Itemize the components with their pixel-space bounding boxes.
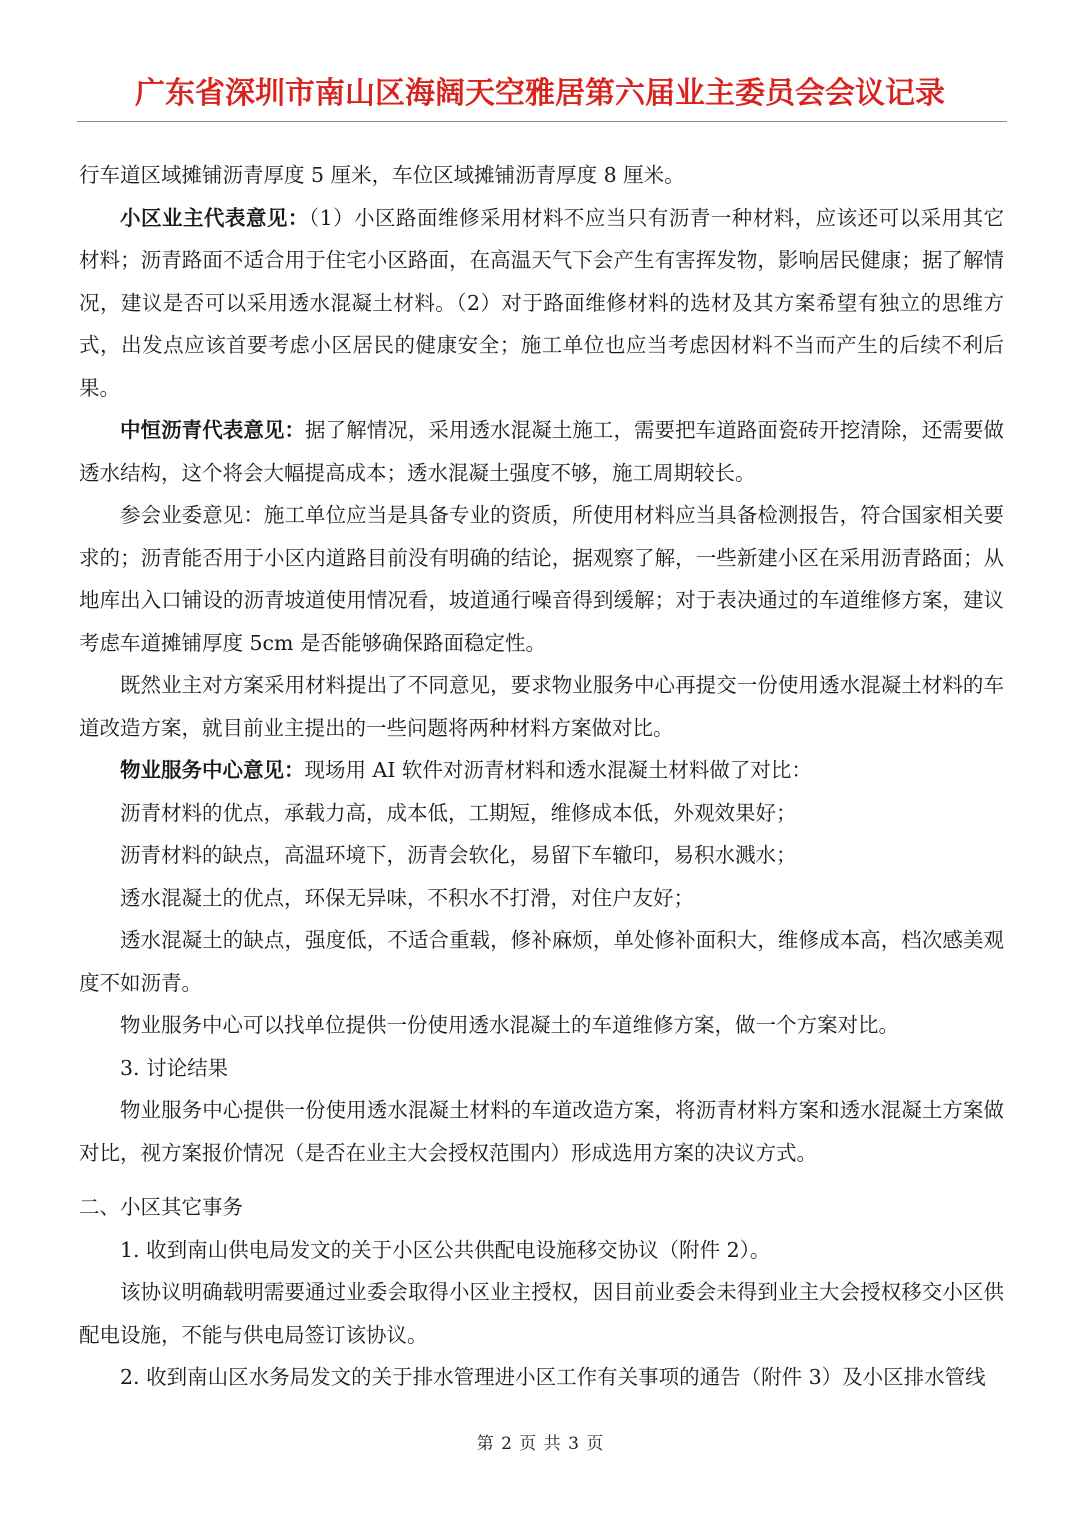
paragraph (79, 749, 1004, 792)
paragraph: 既然业主对方案采用材料提出了不同意见，要求物业服务中心再提交一份使用透水混凝土材料的车道改造方案，就目前业主提出的一些问题将两种材料方案做对比。 (79, 673, 1004, 740)
list-item: 透水混凝土的优点，环保无异味，不积水不打滑，对住户友好； (120, 885, 694, 910)
owner-rep-text: （1）小区路面维修采用材料不应当只有沥青一种材料，应该还可以采用其它材料；沥青路面不适合用于住宅小区路面，在高温天气下会产生有害挥发物，影响居民健康；据了解情况，建议是否可以采用透水混凝土材料。（2）对于路面维修材料的选材及其方案希望有独立的思维方式，出发点应该首要考虑小区居民的健康安全；施工单位也应当考虑因材料不当而产生的后续不利后果。 (79, 205, 1005, 400)
paragraph: 该协议明确载明需要通过业委会取得小区业主授权，因目前业委会未得到业主大会授权移交小区供配电设施，不能与供电局签订该协议。 (79, 1280, 1004, 1347)
paragraph: 物业服务中心可以找单位提供一份使用透水混凝土的车道维修方案，做一个方案对比。 (120, 1013, 899, 1037)
list-item: 透水混凝土的缺点，强度低，不适合重载，修补麻烦，单处修补面积大，维修成本高，档次感美观度不如沥青。 (79, 928, 1004, 995)
discussion-result-heading: 3. 讨论结果 (120, 1055, 229, 1080)
page-title: 广东省深圳市南山区海阔天空雅居第六届业主委员会会议记录 (135, 76, 945, 111)
contractor-rep-label: 中恒沥青代表意见： (120, 418, 306, 442)
contractor-rep-text: 据了解情况，采用透水混凝土施工，需要把车道路面瓷砖开挖清除，还需要做透水结构，这个将会大幅提高成本；透水混凝土强度不够，施工周期较长。 (79, 418, 1005, 485)
document-body (79, 154, 1004, 1399)
header-divider (77, 121, 1007, 122)
list-item: 1. 收到南山供电局发文的关于小区公共供配电设施移交协议（附件 2）。 (120, 1237, 771, 1262)
paragraph (79, 409, 1004, 494)
property-center-label: 物业服务中心意见： (120, 758, 305, 782)
section-heading: 二、小区其它事务 (79, 1195, 243, 1219)
paragraph: 物业服务中心提供一份使用透水混凝土材料的车道改造方案，将沥青材料方案和透水混凝土方案做对比，视方案报价情况（是否在业主大会授权范围内）形成选用方案的决议方式。 (79, 1098, 1004, 1165)
property-center-text: 现场用 AI 软件对沥青材料和透水混凝土材料做了对比： (304, 758, 812, 782)
paragraph: 行车道区域摊铺沥青厚度 5 厘米，车位区域摊铺沥青厚度 8 厘米。 (79, 163, 685, 187)
owner-rep-label: 小区业主代表意见： (120, 205, 309, 230)
list-item: 沥青材料的优点，承载力高，成本低，工期短，维修成本低，外观效果好； (120, 800, 797, 825)
list-item: 2. 收到南山区水务局发文的关于排水管理进小区工作有关事项的通告（附件 3）及小区排水管线 (120, 1365, 986, 1389)
page-number: 第 2 页 共 3 页 (476, 1434, 604, 1454)
paragraph: 参会业委意见：施工单位应当是具备专业的资质，所使用材料应当具备检测报告，符合国家相关要求的；沥青能否用于小区内道路目前没有明确的结论，据观察了解，一些新建小区在采用沥青路面；从地库出入口铺设的沥青坡道使用情况看，坡道通行噪音得到缓解；对于表决通过的车道维修方案，建议考虑车道摊铺厚度 5cm 是否能够确保路面稳定性。 (79, 503, 1004, 655)
paragraph (79, 197, 1004, 410)
list-item: 沥青材料的缺点，高温环境下，沥青会软化，易留下车辙印，易积水溅水； (120, 843, 797, 867)
